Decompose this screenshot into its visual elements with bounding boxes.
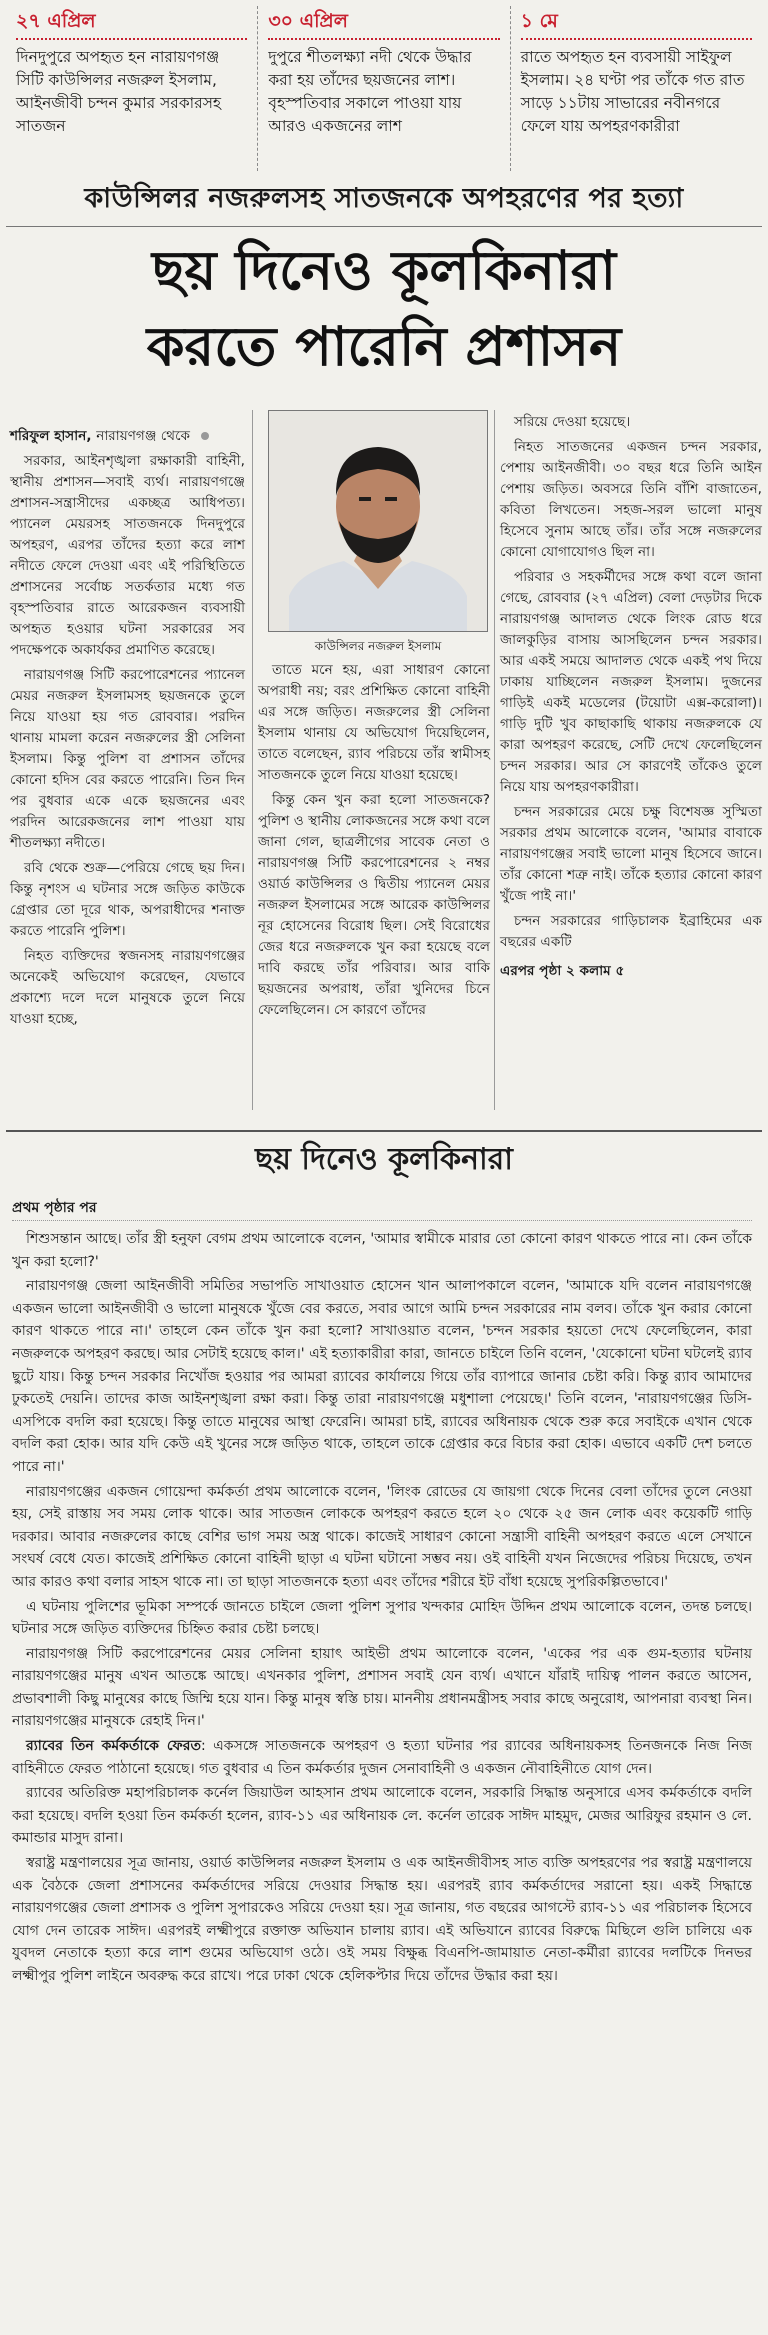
- continuation-headline: ছয় দিনেও কূলকিনারা: [255, 1142, 513, 1177]
- timeline-divider: [268, 38, 499, 40]
- paragraph: স্বরাষ্ট্র মন্ত্রণালয়ের সূত্র জানায়, ওয়ার্ড কাউন্সিলর নজরুল ইসলাম ও এক আইনজীবীসহ সাত ব্যক্তি অপহরণের পর স্বরাষ্ট্র মন্ত্রণালয়ে এক বৈঠকে জেলা প্রশাসনের কর্মকর্তাদের সরিয়ে দেওয়ার সিদ্ধান্ত হয়। এরপরই র‍্যাব কর্মকর্তাদের সরানো হয়। একই সিদ্ধান্তে নারায়ণগঞ্জের জেলা প্রশাসক ও পুলিশ সুপারকেও সরিয়ে দেওয়া হয়। সূত্র জানায়, গত বছরের আগস্টে র‍্যাব-১১ এর পরিচালক হিসেবে যোগ দেন তারেক সাঈদ। এরপরই লক্ষ্মীপুরে রক্তাক্ত অভিযান চালায় র‍্যাব। এই অভিযানে র‍্যাবের বিরুদ্ধে মিছিলে গুলি চালিয়ে এক যুবদল নেতাকে হত্যা করে লাশ গুমের অভিযোগ ওঠে। ওই সময় বিক্ষুব্ধ বিএনপি-জামায়াত নেতা-কর্মীরা র‍্যাবের দলটিকে দিনভর লক্ষ্মীপুর পুলিশ লাইনে অবরুদ্ধ করে রাখে। পরে ঢাকা থেকে হেলিকপ্টার দিয়ে তাঁদের উদ্ধার করা হয়।: [12, 1855, 752, 1984]
- paragraph: পরিবার ও সহকর্মীদের সঙ্গে কথা বলে জানা গেছে, রোববার (২৭ এপ্রিল) বেলা দেড়টার দিকে নারায়ণগঞ্জ আদালত থেকে লিংক রোড ধরে জালকুড়ির বাসায় আসছিলেন চন্দন সরকার। আর একই সময়ে আদালত থেকে একই পথ দিয়ে ঢাকায় যাচ্ছিলেন নজরুল ইসলাম। দুজনের গাড়িই একই মডেলের (টয়োটা এক্স-করোলা)। গাড়ি দুটি খুব কাছাকাছি থাকায় নজরুলকে যে কারা অপহরণ করেছে, সেটি দেখে ফেলেছিলেন চন্দন সরকার। আর সে কারণেই তাঁকেও তুলে নিয়ে যায় অপহরণকারীরা।: [500, 569, 762, 795]
- paragraph: চন্দন সরকারের মেয়ে চক্ষু বিশেষজ্ঞ সুস্মিতা সরকার প্রথম আলোকে বলেন, 'আমার বাবাকে নারায়ণগঞ্জের সবাই ভালো মানুষ হিসেবে জানে। তাঁর কোনো শত্রু নাই। তাঁকে হত্যার কোনো কারণ খুঁজে পাই না।': [500, 804, 762, 904]
- paragraph: সরকার, আইনশৃঙ্খলা রক্ষাকারী বাহিনী, স্থানীয় প্রশাসন—সবাই ব্যর্থ। নারায়ণগঞ্জে প্রশাসন-সন্ত্রাসীদের একচ্ছত্র আধিপত্য। প্যানেল মেয়রসহ সাতজনকে দিনদুপুরে অপহরণ, এরপর তাঁদের হত্যা করে লাশ নদীতে ফেলে দেওয়া এবং এই পরিস্থিতিতে প্রশাসনের সর্বোচ্চ সতর্কতার মধ্যে গত বৃহস্পতিবার রাতে আরেকজন ব্যবসায়ী অপহৃত হওয়ার ঘটনা সরকারের সব পদক্ষেপকে অকার্যকর প্রমাণিত করেছে।: [10, 453, 245, 658]
- continued-note: এরপর পৃষ্ঠা ২ কলাম ৫: [500, 963, 625, 979]
- paragraph: নারায়ণগঞ্জ সিটি করপোরেশনের মেয়র সেলিনা হায়াৎ আইভী প্রথম আলোকে বলেন, 'একের পর এক গুম-হত্যার ঘটনায় নারায়ণগঞ্জের মানুষ এখন আতঙ্কে আছে। এখনকার পুলিশ, প্রশাসন সবাই যেন ব্যর্থ। এখানে যাঁরাই দায়িত্ব পালন করতে আসেন, প্রভাবশালী কিছু মানুষের কাছে জিম্মি হয়ে যান। কিন্তু মানুষ স্বস্তি চায়। মাননীয় প্রধানমন্ত্রীসহ সবার কাছে অনুরোধ, আপনারা ব্যবস্থা নিন। নারায়ণগঞ্জের মানুষকে রেহাই দিন।': [12, 1645, 752, 1730]
- paragraph: নারায়ণগঞ্জ জেলা আইনজীবী সমিতির সভাপতি সাখাওয়াত হোসেন খান আলাপকালে বলেন, 'আমাকে যদি বলেন নারায়ণগঞ্জে একজন ভালো আইনজীবী ও ভালো মানুষকে খুঁজে বের করতে, সবার আগে আমি চন্দন সরকারের নাম বলব। তাঁকে খুন করার কোনো কারণ থাকতে পারে না।' তাহলে কেন তাঁকে খুন করা হলো? সাখাওয়াত বলেন, 'চন্দন সরকার হয়তো দেখে ফেলেছিলেন, কারা নজরুলকে অপহরণ করছে। আর সেটাই হয়েছে কাল।' এই হত্যাকারীরা কারা, জানতে চাইলে তিনি বলেন, 'যেকোনো ঘটনা ঘটলেই র‍্যাব ছুটে যায়। কিন্তু চন্দন সরকার নিখোঁজ হওয়ার পর আমরা র‍্যাবের কার্যালয়ে গিয়ে তাঁর ব্যাপারে জানার চেষ্টা করি। কিন্তু র‍্যাব আমাদের ঢুকতেই দেয়নি। তাদের কাজ আইনশৃঙ্খলা রক্ষা করা। কিন্তু তারা নারায়ণগঞ্জে মধুশালা পেয়েছে।' তিনি বলেন, 'নারায়ণগঞ্জের ডিসি-এসপিকে বদলি করা হয়েছে। কিন্তু তাতে মানুষের আস্থা ফেরেনি। আমরা চাই, র‍্যাবের অধিনায়ক থেকে শুরু করে সবাইকে এখান থেকে বদলি করা হোক। আর যদি কেউ এই খুনের সঙ্গে জড়িত থাকে, তাহলে তাকে গ্রেপ্তার করে বিচার করা হোক। এভাবে একটি দেশ চলতে পারে না।': [12, 1278, 752, 1475]
- timeline-entry: [511, 6, 762, 171]
- timeline-text: দিনদুপুরে অপহৃত হন নারায়ণগঞ্জ সিটি কাউন্সিলর নজরুল ইসলাম, আইনজীবী চন্দন কুমার সরকারসহ সাতজন: [16, 48, 222, 135]
- byline-place: নারায়ণগঞ্জ থেকে: [96, 428, 191, 444]
- portrait-photo: [268, 410, 488, 632]
- bullet-icon: [201, 432, 209, 440]
- paragraph: রবি থেকে শুক্র—পেরিয়ে গেছে ছয় দিন। কিন্তু নৃশংস এ ঘটনার সঙ্গে জড়িত কাউকে গ্রেপ্তার তো দূরে থাক, অপরাধীদের শনাক্ত করতে পারেনি পুলিশ।: [10, 860, 245, 939]
- timeline-date: ২৭ এপ্রিল: [16, 10, 96, 32]
- column-divider: [252, 410, 253, 1110]
- article-column-3: [500, 412, 762, 986]
- paragraph: নারায়ণগঞ্জ সিটি করপোরেশনের প্যানেল মেয়র নজরুল ইসলামসহ ছয়জনকে তুলে নিয়ে যাওয়া হয় গত রোববার। পরদিন থানায় মামলা করেন নজরুলের স্ত্রী সেলিনা ইসলাম। কিন্তু পুলিশ বা প্রশাসন তাঁদের কোনো হদিস বের করতে পারেনি। তিন দিন পর বুধবার একে একে ছয়জনের এবং পরদিন আরেকজনের লাশ পাওয়া যায় শীতলক্ষ্যা নদীতে।: [10, 667, 245, 851]
- main-headline: [0, 232, 768, 384]
- timeline-divider: [16, 38, 247, 40]
- timeline-text: রাতে অপহৃত হন ব্যবসায়ী সাইফুল ইসলাম। ২৪ ঘণ্টা পর তাঁকে গত রাত সাড়ে ১১টায় সাভারের নবীনগরে ফেলে যায় অপহরণকারীরা: [520, 48, 745, 135]
- timeline-divider: [521, 38, 752, 40]
- timeline-text: দুপুরে শীতলক্ষ্যা নদী থেকে উদ্ধার করা হয় তাঁদের ছয়জনের লাশ। বৃহস্পতিবার সকালে পাওয়া যায় আরও একজনের লাশ: [268, 48, 472, 135]
- timeline-strip: [6, 6, 762, 171]
- divider: [6, 226, 762, 227]
- paragraph: শিশুসন্তান আছে। তাঁর স্ত্রী হনুফা বেগম প্রথম আলোকে বলেন, 'আমার স্বামীকে মারার তো কোনো কারণ থাকতে পারে না। কেন তাঁকে খুন করা হলো?': [12, 1231, 752, 1270]
- photo-block: [268, 410, 488, 658]
- byline: [10, 426, 245, 447]
- article-column-1: [10, 426, 245, 1034]
- article-column-2: [258, 660, 490, 1025]
- byline-name: শরিফুল হাসান,: [10, 428, 92, 444]
- column-divider: [494, 410, 495, 1110]
- paragraph: কিন্তু কেন খুন করা হলো সাতজনকে? পুলিশ ও স্থানীয় লোকজনের সঙ্গে কথা বলে জানা গেল, ছাত্রলীগের সাবেক নেতা ও নারায়ণগঞ্জ সিটি করপোরেশনের ২ নম্বর ওয়ার্ড কাউন্সিলর ও দ্বিতীয় প্যানেল মেয়র নজরুল ইসলামের সঙ্গে আরেক কাউন্সিলর নূর হোসেনের বিরোধ ছিল। সেই বিরোধের জের ধরে নজরুলকে খুন করা হয়েছে বলে দাবি করছে তাঁর পরিবার। আর বাকি ছয়জনের অপরাধ, তাঁরা খুনিদের চিনে ফেলেছিলেন। সে কারণে তাঁদের: [258, 792, 490, 1018]
- timeline-entry: [258, 6, 510, 171]
- subheading: র‍্যাবের তিন কর্মকর্তাকে ফেরত: [26, 1738, 201, 1755]
- paragraph: চন্দন সরকারের গাড়িচালক ইব্রাহিমের এক বছরের একটি: [500, 913, 762, 950]
- paragraph: এ ঘটনায় পুলিশের ভূমিকা সম্পর্কে জানতে চাইলে জেলা পুলিশ সুপার খন্দকার মোহিদ উদ্দিন প্রথম আলোকে বলেন, তদন্ত চলছে। ঘটনার সঙ্গে জড়িত ব্যক্তিদের চিহ্নিত করার চেষ্টা চলছে।: [12, 1598, 752, 1638]
- paragraph: নিহত ব্যক্তিদের স্বজনসহ নারায়ণগঞ্জের অনেকেই অভিযোগ করেছেন, যেভাবে প্রকাশ্যে দলে দলে মানুষকে তুলে নিয়ে যাওয়া হচ্ছে,: [10, 948, 245, 1027]
- paragraph: নিহত সাতজনের একজন চন্দন সরকার, পেশায় আইনজীবী। ৩০ বছর ধরে তিনি আইন পেশায় জড়িত। অবসরে তিনি বাঁশি বাজাতেন, কবিতা লিখতেন। সহজ-সরল ভালো মানুষ হিসেবে সুনাম আছে তাঁর। তাঁর সঙ্গে নজরুলের কোনো যোগাযোগও ছিল না।: [500, 439, 762, 560]
- headline-line-2: করতে পারেনি প্রশাসন: [146, 314, 622, 378]
- paragraph: তাতে মনে হয়, এরা সাধারণ কোনো অপরাধী নয়; বরং প্রশিক্ষিত কোনো বাহিনী এর সঙ্গে জড়িত। নজরুলের স্ত্রী সেলিনা ইসলাম থানায় যে অভিযোগ দিয়েছিলেন, তাতে বলেছেন, র‍্যাব পরিচয়ে তাঁর স্বামীসহ সাতজনকে তুলে নিয়ে যাওয়া হয়েছে।: [258, 662, 490, 783]
- section-divider: [6, 1130, 762, 1132]
- paragraph: নারায়ণগঞ্জের একজন গোয়েন্দা কর্মকর্তা প্রথম আলোকে বলেন, 'লিংক রোডের যে জায়গা থেকে দিনের বেলা তাঁদের তুলে নেওয়া হয়, সেই রাস্তায় সব সময় লোক থাকে। আর সাতজন লোককে অপহরণ করতে হলে ২০ থেকে ২৫ জন লোক এবং কয়েকটি গাড়ি দরকার। আবার নজরুলের কাছে বেশির ভাগ সময় অস্ত্র থাকে। কাজেই সাধারণ কোনো সন্ত্রাসী বাহিনী অপহরণ করতে এলে সেখানে সংঘর্ষ বেধে যেত। কাজেই প্রশিক্ষিত কোনো বাহিনী ছাড়া এ ঘটনা ঘটানো সম্ভব নয়। ওই বাহিনী যখন নিজেদের পরিচয় দিয়েছে, তখন আর কারও কথা বলার সাহস থাকে না। তা ছাড়া সাতজনকে হত্যা এবং তাঁদের শরীরে ইট বাঁধা হয়েছে সুপরিকল্পিতভাবে।': [12, 1483, 752, 1590]
- timeline-entry: [6, 6, 258, 171]
- paragraph: র‍্যাবের অতিরিক্ত মহাপরিচালক কর্নেল জিয়াউল আহসান প্রথম আলোকে বলেন, সরকারি সিদ্ধান্ত অনুসারে এসব কর্মকর্তাকে বদলি করা হয়েছে। বদলি হওয়া তিন কর্মকর্তা হলেন, র‍্যাব-১১ এর অধিনায়ক লে. কর্নেল তারেক সাঈদ মাহমুদ, মেজর আরিফুর রহমান ও লে. কমান্ডার মাসুদ রানা।: [12, 1785, 752, 1847]
- timeline-date: ১ মে: [520, 10, 558, 32]
- subheading-paragraph: : একসঙ্গে সাতজনকে অপহরণ ও হত্যা ঘটনার পর র‍্যাবের অধিনায়কসহ তিনজনকে নিজ নিজ বাহিনীতে ফেরত পাঠানো হয়েছে। গত বুধবার এ তিন কর্মকর্তার দুজন সেনাবাহিনী ও একজন নৌবাহিনীতে যোগ দেন।: [12, 1738, 752, 1777]
- paragraph: [12, 1735, 752, 1780]
- continued-from-note: প্রথম পৃষ্ঠার পর: [12, 1200, 97, 1216]
- photo-caption: কাউন্সিলর নজরুল ইসলাম: [314, 639, 442, 653]
- timeline-date: ৩০ এপ্রিল: [268, 10, 348, 32]
- kicker-headline: কাউন্সিলর নজরুলসহ সাতজনকে অপহরণের পর হত্যা: [84, 183, 684, 214]
- continuation-body: [12, 1228, 752, 1990]
- divider: [12, 1220, 752, 1221]
- headline-line-1: ছয় দিনেও কূলকিনারা: [151, 238, 617, 302]
- portrait-icon: [269, 411, 487, 631]
- paragraph: সরিয়ে দেওয়া হয়েছে।: [514, 414, 631, 430]
